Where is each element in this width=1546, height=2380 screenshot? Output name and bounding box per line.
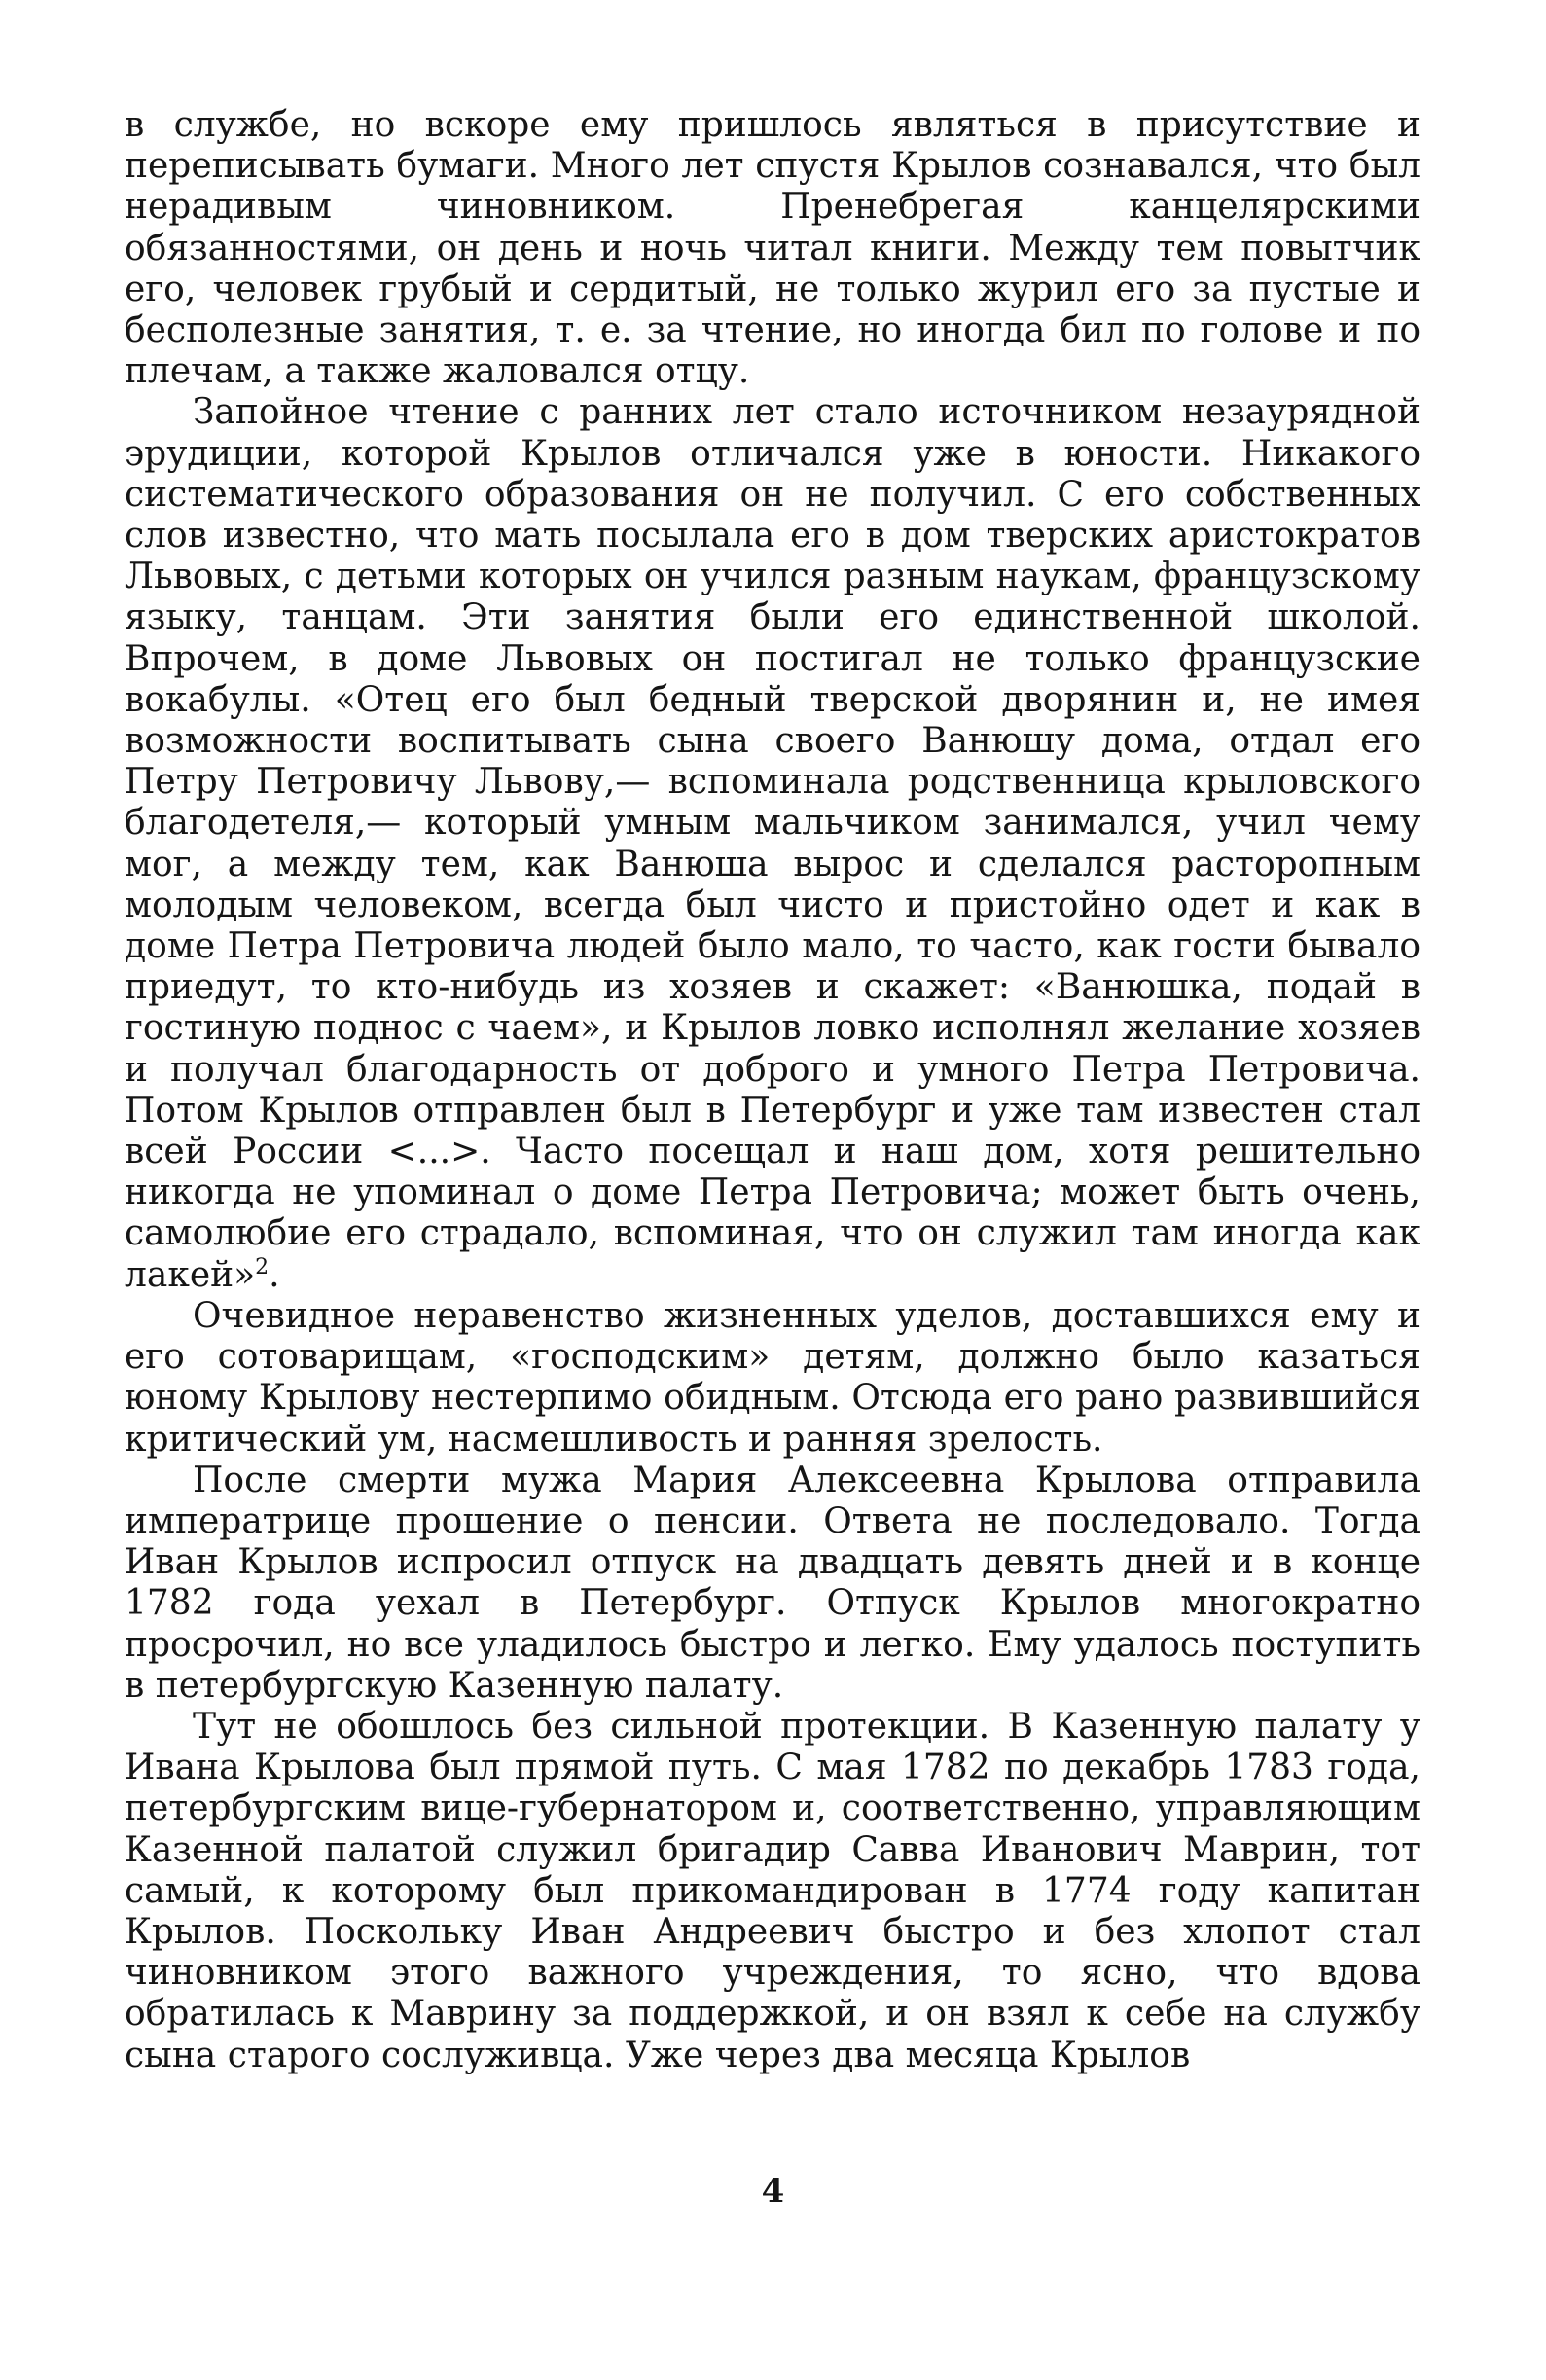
page-body <box>125 105 1420 2076</box>
page-number: 4 <box>761 2172 785 2211</box>
paragraph-2 <box>125 392 1420 1295</box>
paragraph-4: После смерти мужа Мария Алексеевна Крылова отправила императрице прошение о пенсии. Ответа не последовало. Тогда Иван Крылов испросил отпуск на двадцать девять дней и в конце 1782 года уехал в Петербург. Отпуск Крылов многократно просрочил, но все уладилось быстро и легко. Ему удалось поступить в петербургскую Казенную палату. <box>125 1460 1420 1706</box>
paragraph-2-end: . <box>269 1254 280 1295</box>
paragraph-5: Тут не обошлось без сильной протекции. В Казенную палату у Ивана Крылова был прямой путь. С мая 1782 по декабрь 1783 года, петербургским вице-губернатором и, соответственно, управляющим Казенной палатой служил бригадир Савва Иванович Маврин, тот самый, к которому был прикомандирован в 1774 году капитан Крылов. Поскольку Иван Андреевич быстро и без хлопот стал чиновником этого важного учреждения, то ясно, что вдова обратилась к Маврину за поддержкой, и он взял к себе на службу сына старого сослуживца. Уже через два месяца Крылов <box>125 1706 1420 2075</box>
paragraph-1: в службе, но вскоре ему пришлось являться в присутствие и переписывать бумаги. Много лет спустя Крылов сознавался, что был нерадивым чиновником. Пренебрегая канцелярскими обязанностями, он день и ночь читал книги. Между тем повытчик его, человек грубый и сердитый, не только журил его за пустые и бесполезные занятия, т. е. за чтение, но иногда бил по голове и по плечам, а также жаловался отцу. <box>125 105 1420 392</box>
paragraph-3: Очевидное неравенство жизненных уделов, доставшихся ему и его сотоварищам, «господским» детям, должно было казаться юному Крылову нестерпимо обидным. Отсюда его рано развившийся критический ум, насмешливость и ранняя зрелость. <box>125 1295 1420 1460</box>
footnote-marker: 2 <box>255 1254 270 1280</box>
paragraph-2-text: Запойное чтение с ранних лет стало источником незаурядной эрудиции, которой Крылов отличался уже в юности. Никакого систематического образования он не получил. С его собственных слов известно, что мать посылала его в дом тверских аристократов Львовых, с детьми которых он учился разным наукам, французскому языку, танцам. Эти занятия были его единственной школой. Впрочем, в доме Львовых он постигал не только французские вокабулы. «Отец его был бедный тверской дворянин и, не имея возможности воспитывать сына своего Ванюшу дома, отдал его Петру Петровичу Львову,— вспоминала родственница крыловского благодетеля,— который умным мальчиком занимался, учил чему мог, а между тем, как Ванюша вырос и сделался расторопным молодым человеком, всегда был чисто и пристойно одет и как в доме Петра Петровича людей было мало, то часто, как гости бывало приедут, то кто-нибудь из хозяев и скажет: «Ванюшка, подай в гостиную поднос с чаем», и Крылов ловко исполнял желание хозяев и получал благодарность от доброго и умного Петра Петровича. Потом Крылов отправлен был в Петербург и уже там известен стал всей России <...>. Часто посещал и наш дом, хотя решительно никогда не упоминал о доме Петра Петровича; может быть очень, самолюбие его страдало, вспоминая, что он служил там иногда как лакей» <box>125 392 1420 1295</box>
